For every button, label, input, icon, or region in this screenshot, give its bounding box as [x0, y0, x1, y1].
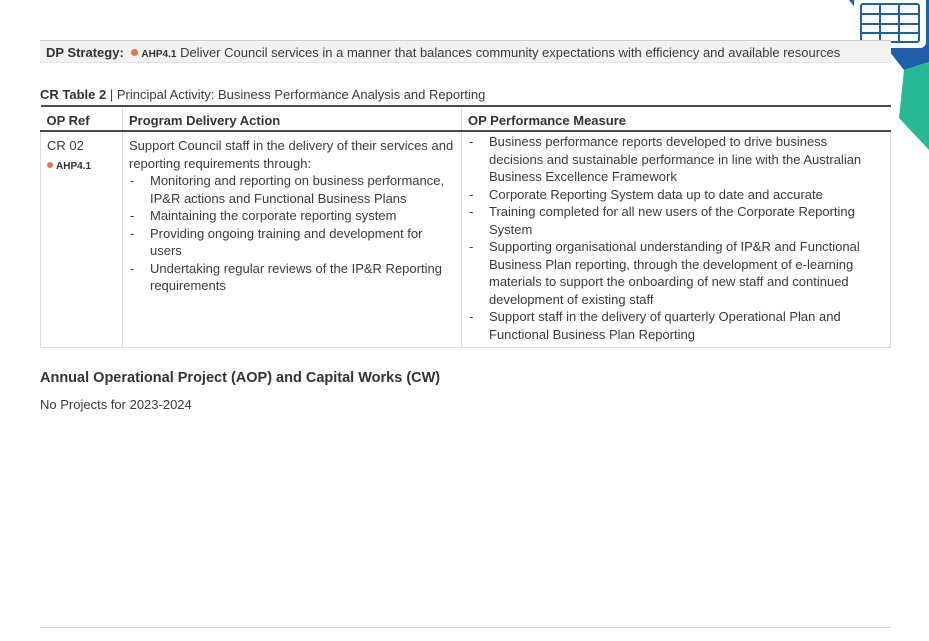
list-item: - Undertaking regular reviews of the IP&R Reporting requirements [129, 260, 455, 295]
program-delivery-action-cell [123, 131, 462, 348]
measures-list [468, 133, 884, 343]
table-row [41, 131, 891, 348]
list-item: - Training completed for all new users of the Corporate Reporting System [468, 203, 884, 238]
accent-dot-icon [47, 162, 53, 168]
list-item: - Corporate Reporting System data up to date and accurate [468, 186, 884, 204]
section-heading: Annual Operational Project (AOP) and Capital Works (CW) [40, 370, 441, 386]
actions-list [129, 172, 455, 295]
list-item: - Business performance reports developed to drive business decisions and sustainable performance in line with the Australian Business Excellence Framework [468, 133, 884, 186]
list-item: - Supporting organisational understanding of IP&R and Functional Business Plan reporting, through the development of e-learning materials to support the onboarding of new staff and continued development of existing staff [468, 238, 884, 308]
op-ref: CR 02 [47, 138, 84, 153]
list-item: - Providing ongoing training and development for users [129, 225, 455, 260]
caption-separator: | [109, 87, 114, 102]
caption-text: Principal Activity: Business Performance Analysis and Reporting [116, 87, 486, 102]
strategy-text: Deliver Council services in a manner that balances community expectations with efficiency and available resources [180, 45, 841, 60]
op-ref-code [47, 158, 116, 176]
action-intro: Support Council staff in the delivery of their services and reporting requirements through: [129, 138, 454, 171]
header-program-delivery-action: Program Delivery Action [123, 106, 462, 131]
list-item: - Support staff in the delivery of quarterly Operational Plan and Functional Business Plan Reporting [468, 308, 884, 343]
cr-table [40, 105, 891, 348]
table-header-row [41, 106, 891, 131]
table-caption [40, 87, 485, 102]
op-ref-code-text: AHP4.1 [56, 160, 92, 172]
header-op-performance-measure: OP Performance Measure [462, 106, 891, 131]
list-item: - Maintaining the corporate reporting system [129, 207, 455, 225]
dp-strategy-bar [40, 40, 891, 63]
accent-dot-icon [131, 49, 138, 56]
strategy-code: AHP4.1 [141, 49, 177, 60]
op-ref-cell [41, 131, 123, 348]
footer-divider [40, 627, 891, 628]
strategy-label: DP Strategy: [46, 45, 124, 60]
op-performance-measure-cell [462, 131, 891, 348]
header-op-ref: OP Ref [41, 106, 123, 131]
caption-title: CR Table 2 [40, 87, 107, 102]
list-item: - Monitoring and reporting on business performance, IP&R actions and Functional Business Plans [129, 172, 455, 207]
section-note: No Projects for 2023-2024 [40, 397, 192, 412]
